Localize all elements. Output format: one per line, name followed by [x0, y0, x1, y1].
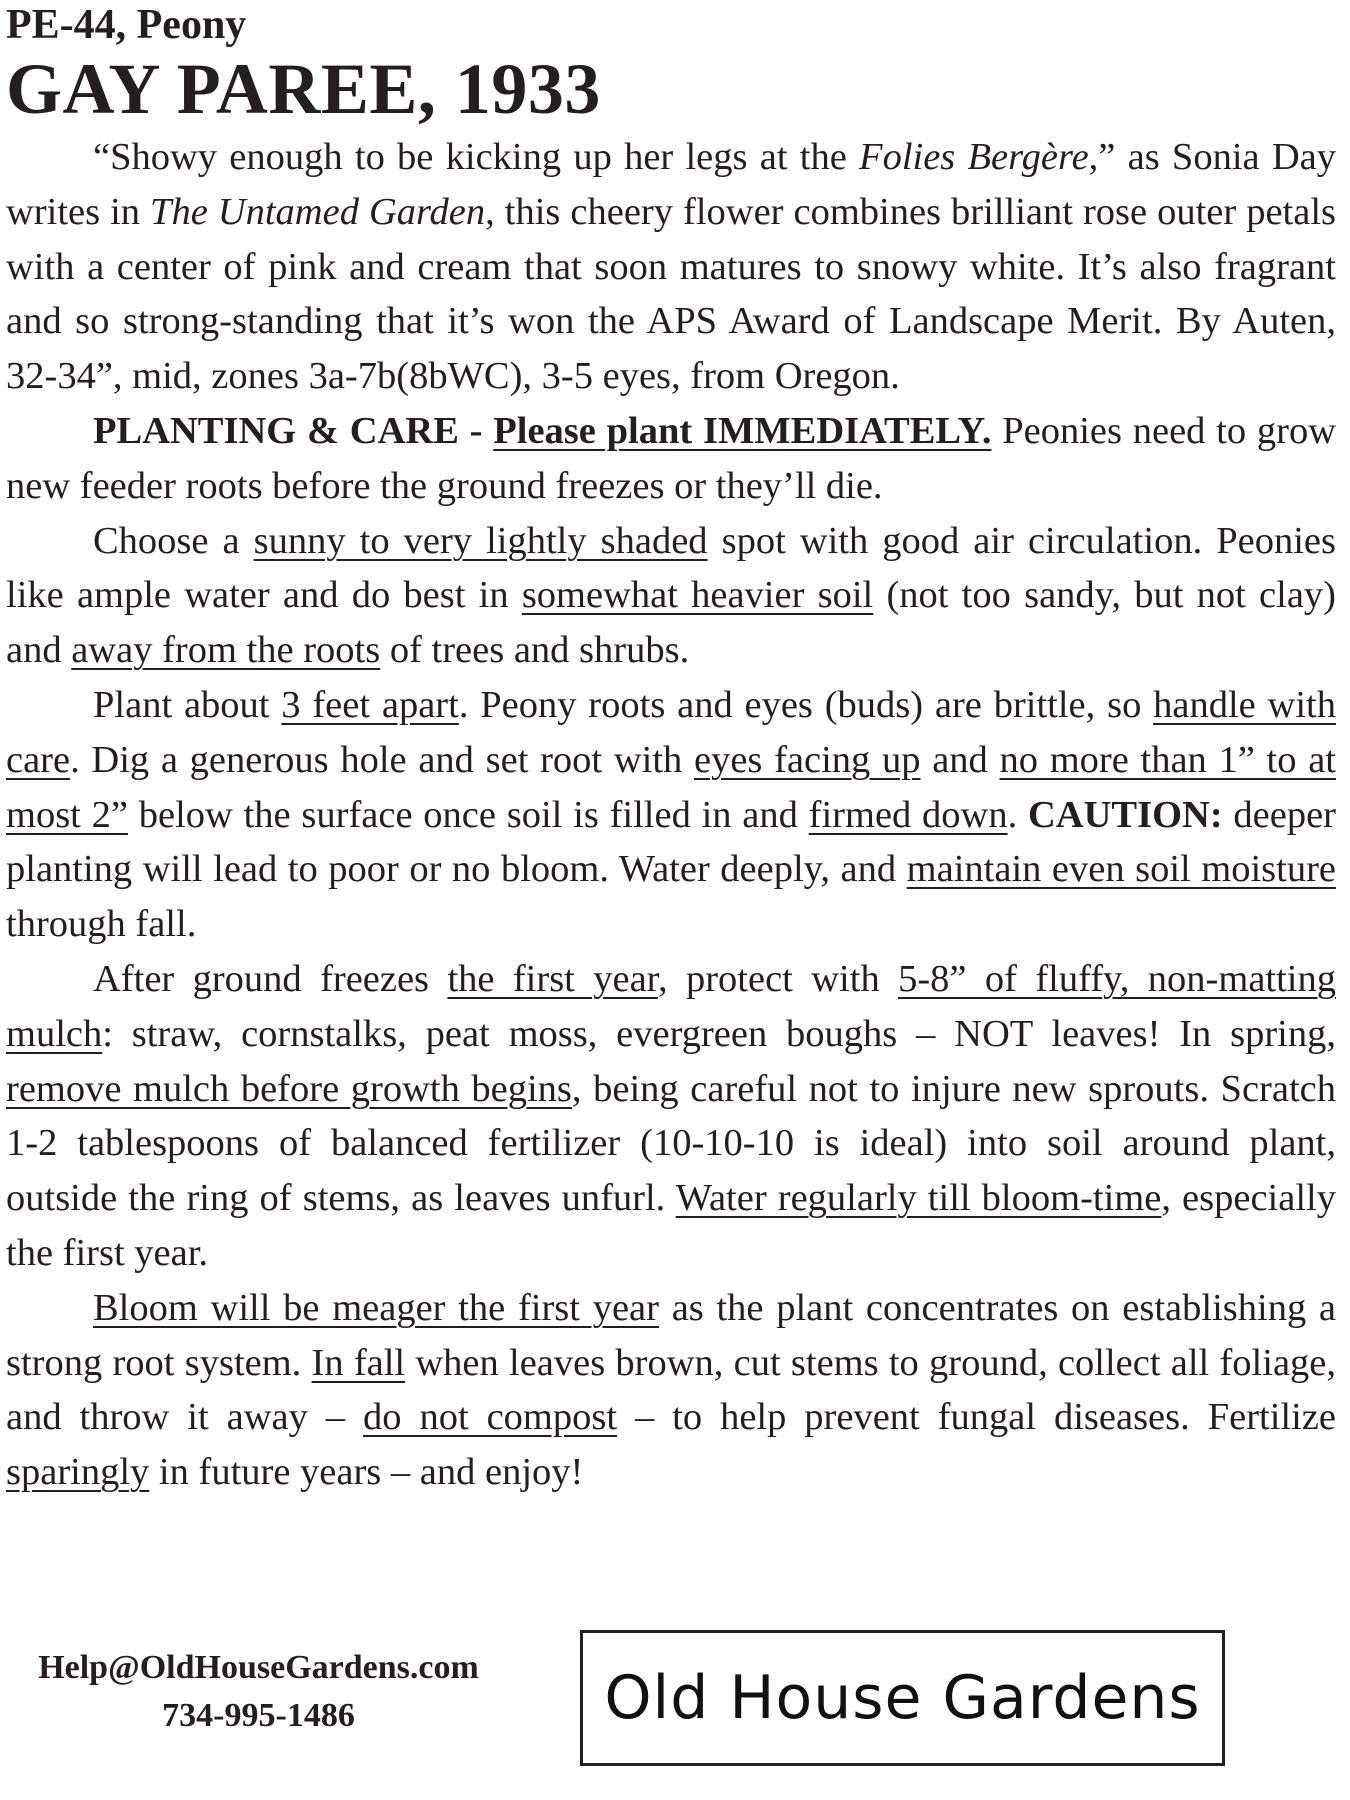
underlined-text: sparingly [6, 1451, 150, 1494]
plant-text: and [920, 738, 1000, 781]
email-link[interactable]: Help@OldHouseGardens.com [38, 1649, 479, 1686]
site-text: spot with good air circulation. Peonies like ample water and do best in [6, 519, 1336, 617]
site-text: of trees and shrubs. [380, 629, 690, 672]
bloom-text: when leaves brown, cut stems to ground, collect all foliage, and throw it away – [6, 1341, 1336, 1439]
site-text: (not too sandy, but not clay) and [6, 574, 1336, 672]
page-title: GAY PAREE, 1933 [6, 49, 601, 129]
italic-venue: Folies Bergère [859, 136, 1089, 178]
description-paragraph [6, 130, 1336, 404]
plant-text: . Dig a generous hole and set root with [70, 738, 694, 781]
site-paragraph [6, 514, 1336, 678]
plant-text: . Peony roots and eyes (buds) are brittle, so [458, 683, 1154, 726]
plant-text: through fall. [6, 903, 197, 946]
planting-text: Peonies need to grow new feeder roots before the ground freezes or they’ll die. [6, 409, 1336, 507]
urgent-notice: Please plant IMMEDIATELY. [493, 409, 992, 452]
winter-text: , especially the first year. [6, 1177, 1336, 1274]
description-text: ,” as Sonia Day writes in [6, 136, 1337, 233]
winter-text: , protect with [657, 957, 899, 1000]
underlined-text: eyes facing up [693, 738, 921, 781]
winter-text: : straw, cornstalks, peat moss, evergreen boughs – NOT leaves! In spring, [102, 1012, 1336, 1055]
underlined-text: the first year [447, 957, 658, 1000]
underlined-text: remove mulch before growth begins [6, 1067, 572, 1110]
site-text: Choose a [93, 519, 254, 562]
phone-number: 734-995-1486 [162, 1697, 355, 1734]
contact-block [6, 1644, 511, 1740]
bloom-paragraph [6, 1281, 1336, 1500]
underlined-text: sunny to very lightly shaded [253, 519, 708, 562]
plant-text: . [1007, 793, 1028, 836]
planting-heading: PLANTING & CARE [93, 409, 459, 452]
description-text: , this cheery flower combines brilliant rose outer petals with a center of pink and cream that soon matures to snowy white. It’s also fragrant and so strong-standing that it’s won the APS Award of Landscape Merit. By Auten, 32-34”, mid, zones 3a-7b(8bWC), 3-5 eyes, from Oregon. [6, 190, 1336, 398]
footer [0, 1630, 1350, 1790]
underlined-text: handle with care [6, 683, 1337, 781]
logo [580, 1630, 1225, 1766]
plant-text: deeper planting will lead to poor or no bloom. Water deeply, and [6, 793, 1337, 891]
planting-paragraph [6, 404, 1336, 514]
underlined-text: 3 feet apart [281, 683, 459, 726]
italic-book-title: The Untamed Garden [150, 190, 486, 233]
instruction-sheet [6, 0, 1336, 1500]
underlined-text: Bloom will be meager the first year [93, 1286, 659, 1329]
underlined-text: away from the roots [71, 629, 381, 672]
underlined-text: Water regularly till bloom-time [675, 1177, 1162, 1220]
bloom-text: as the plant concentrates on establishing a strong root system. [6, 1286, 1336, 1384]
separator: - [458, 409, 494, 452]
underlined-text: In fall [311, 1341, 406, 1384]
underlined-text: do not compost [363, 1396, 618, 1439]
underlined-text: firmed down [808, 793, 1008, 836]
underlined-text: no more than 1” to at most 2” [6, 738, 1336, 836]
body-text [6, 130, 1336, 1500]
plant-text: Plant about [93, 683, 282, 726]
plant-text: below the surface once soil is filled in and [127, 793, 809, 836]
winter-paragraph [6, 952, 1336, 1281]
description-text: “Showy enough to be kicking up her legs at the [93, 136, 860, 178]
caution-label: CAUTION: [1028, 793, 1223, 836]
bloom-text: – to help prevent fungal diseases. Fertilize [617, 1396, 1336, 1439]
underlined-text: maintain even soil moisture [906, 848, 1336, 891]
underlined-text: somewhat heavier soil [521, 574, 874, 617]
winter-text: , being careful not to injure new sprouts. Scratch 1-2 tablespoons of balanced fertilizer (10-10-10 is ideal) into soil around plant, outside the ring of stems, as leaves unfurl. [6, 1067, 1336, 1220]
logo-text: Old House Gardens [604, 1663, 1201, 1733]
item-code: PE-44, Peony [6, 2, 247, 48]
winter-text: After ground freezes [93, 957, 448, 1000]
bloom-text: in future years – and enjoy! [149, 1451, 584, 1494]
plant-paragraph [6, 678, 1336, 952]
underlined-text: 5-8” of fluffy, non-matting mulch [6, 957, 1337, 1055]
